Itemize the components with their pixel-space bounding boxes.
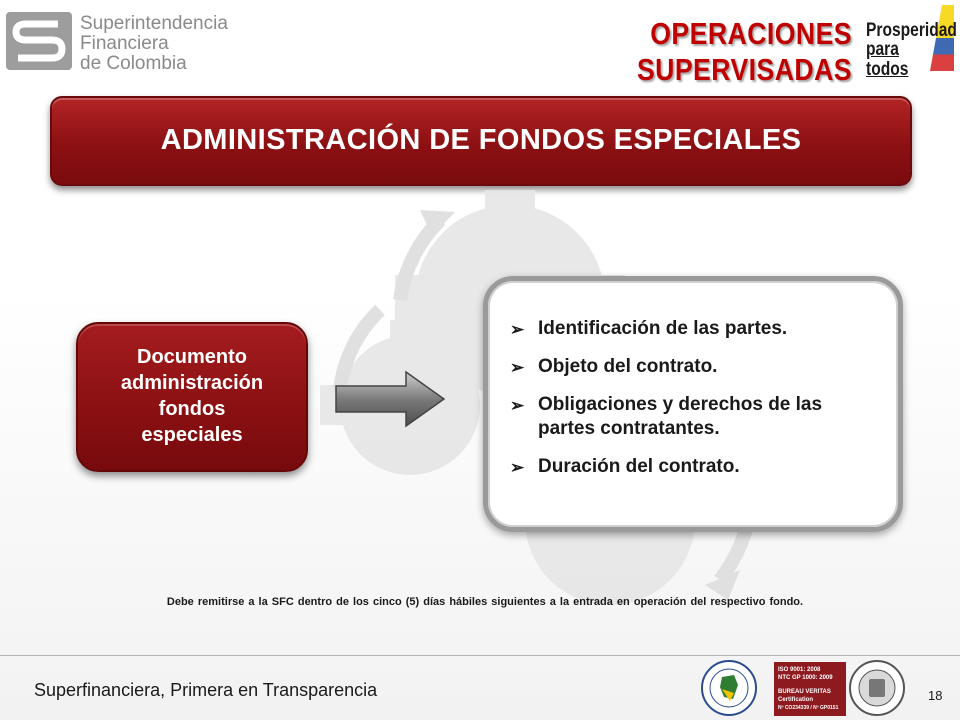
- list-item-text: Objeto del contrato.: [538, 356, 718, 377]
- logo-text-line: Financiera: [80, 33, 169, 54]
- list-item-text: Duración del contrato.: [538, 456, 740, 477]
- banner-title: ADMINISTRACIÓN DE FONDOS ESPECIALES: [160, 124, 802, 156]
- list-item: [506, 393, 866, 441]
- certification-seal-icon: [700, 659, 758, 717]
- footer-slogan: Superfinanciera, Primera en Transparencia: [34, 680, 378, 700]
- section-banner: [50, 96, 912, 186]
- iso-certification-badge: [774, 662, 846, 716]
- page-title: OPERACIONES SUPERVISADAS: [636, 16, 852, 87]
- prosperidad-text: para todos: [866, 39, 909, 80]
- superfinanciera-s-icon: [6, 12, 72, 70]
- prosperidad-text: Prosperidad: [866, 20, 957, 41]
- right-arrow-icon: [334, 370, 446, 428]
- iso-text-line: ISO 9001: 2008: [778, 667, 821, 673]
- iso-text-line: Nº CO234339 / Nº GP0151: [778, 705, 839, 711]
- document-box-text: [78, 344, 306, 448]
- document-box-line: especiales: [141, 424, 243, 446]
- arrow-bullet-icon: ➢: [510, 320, 525, 339]
- footnote: Debe remitirse a la SFC dentro de los cinco (5) días hábiles siguientes a la entrada en operación del respectivo fondo.: [166, 596, 804, 608]
- document-box-line: Documento: [137, 346, 247, 368]
- document-box-line: fondos: [158, 398, 226, 420]
- iso-text-line: Certification: [778, 697, 814, 703]
- list-item: [506, 355, 866, 379]
- arrow-bullet-icon: ➢: [510, 358, 525, 377]
- arrow-bullet-icon: ➢: [510, 458, 525, 477]
- contract-items-list: [506, 317, 866, 493]
- contract-content-box: [483, 276, 903, 532]
- document-box: [76, 322, 308, 472]
- logo-text-line: Superintendencia: [80, 13, 228, 34]
- list-item-text: Identificación de las partes.: [538, 318, 788, 339]
- list-item: [506, 455, 866, 479]
- page-number: 18: [928, 688, 943, 703]
- document-box-line: administración: [120, 372, 264, 394]
- bureau-veritas-seal-icon: [848, 659, 906, 717]
- list-item-text: Obligaciones y derechos de las partes contratantes.: [538, 394, 823, 439]
- iso-text-line: NTC GP 1000: 2009: [778, 675, 833, 681]
- iso-text-line: BUREAU VERITAS: [778, 689, 831, 695]
- prosperidad-logo: [858, 5, 957, 80]
- footer-divider: [0, 655, 960, 656]
- superfinanciera-logo: [6, 8, 226, 72]
- arrow-bullet-icon: ➢: [510, 396, 525, 415]
- list-item: [506, 317, 866, 341]
- logo-text-line: de Colombia: [80, 53, 187, 74]
